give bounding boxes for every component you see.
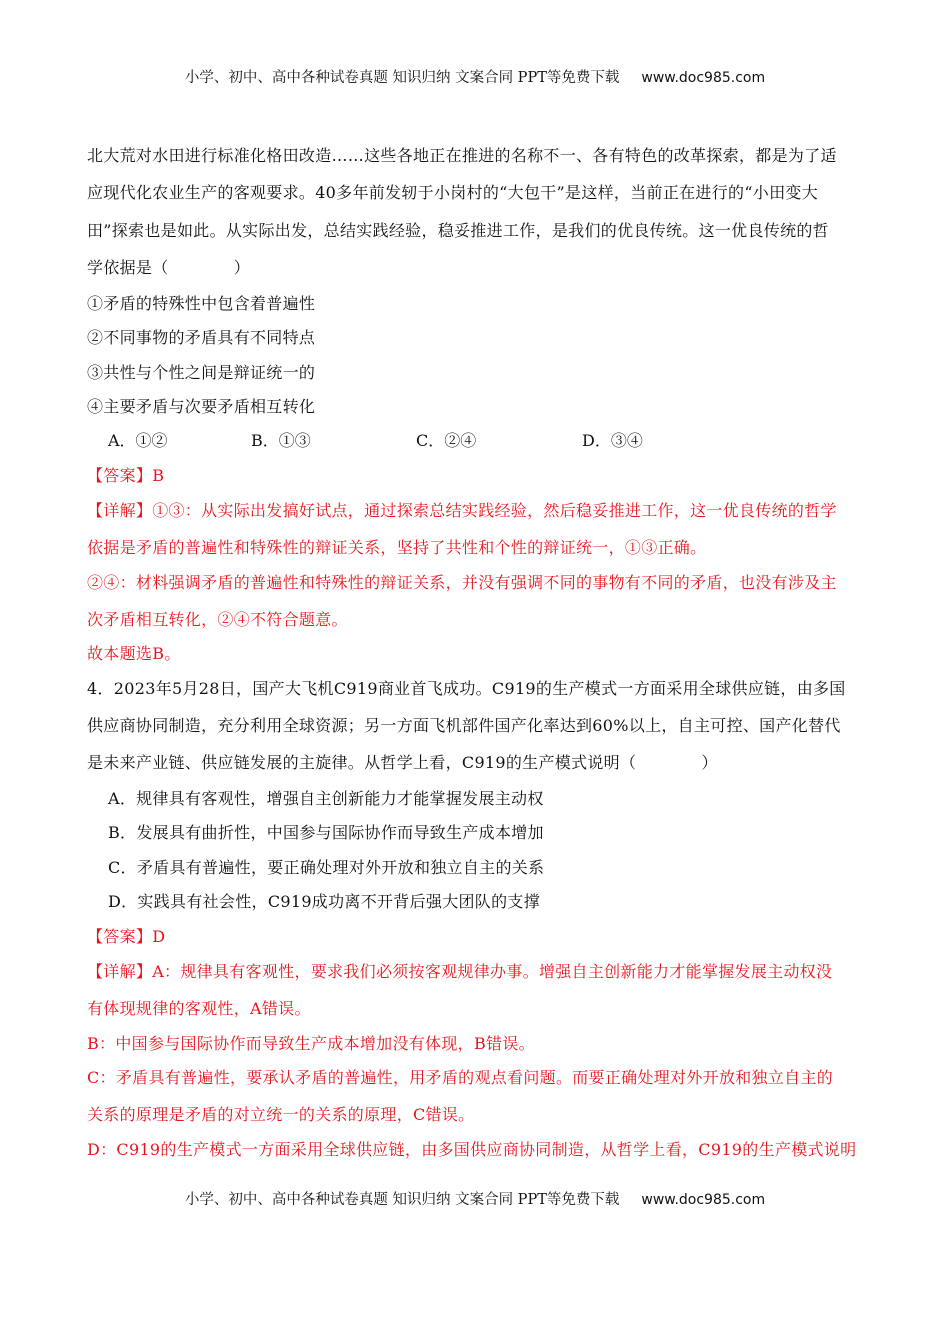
q4-stem: 4．2023年5月28日，国产大飞机C919商业首飞成功。C919的生产模式一方面采用全球供应链，由多国 <box>87 679 846 698</box>
q4-detail: 有体现规律的客观性，A错误。 <box>87 999 311 1018</box>
q4-option-d: D．实践具有社会性，C919成功离不开背后强大团队的支撑 <box>108 892 541 911</box>
q4-option-c: C．矛盾具有普遍性，要正确处理对外开放和独立自主的关系 <box>108 858 545 877</box>
q4-detail: B：中国参与国际协作而导致生产成本增加没有体现，B错误。 <box>87 1034 535 1053</box>
q4-detail: D：C919的生产模式一方面采用全球供应链，由多国供应商协同制造，从哲学上看，C919的生产模式说明 <box>87 1140 857 1159</box>
q4-answer: 【答案】D <box>87 927 166 946</box>
header-url: www.doc985.com <box>641 70 766 86</box>
page-header <box>0 68 950 88</box>
footer-text: 小学、初中、高中各种试卷真题 知识归纳 文案合同 PPT等免费下载 <box>184 1192 620 1208</box>
q4-option-a: A．规律具有客观性，增强自主创新能力才能掌握发展主动权 <box>108 789 544 808</box>
footer-url: www.doc985.com <box>641 1192 766 1208</box>
q3-detail: 故本题选B。 <box>87 644 181 663</box>
q4-option-b: B．发展具有曲折性，中国参与国际协作而导致生产成本增加 <box>108 823 544 842</box>
q3-stem: 北大荒对水田进行标准化格田改造……这些各地正在推进的名称不一、各有特色的改革探索，都是为了适 <box>87 146 837 165</box>
page-footer <box>0 1190 950 1210</box>
q4-detail: C：矛盾具有普遍性，要承认矛盾的普遍性，用矛盾的观点看问题。而要正确处理对外开放和独立自主的 <box>87 1068 834 1087</box>
q3-item: ④主要矛盾与次要矛盾相互转化 <box>87 397 316 416</box>
q3-option-b: B．①③ <box>251 431 311 450</box>
q3-option-a: A．①② <box>108 431 168 450</box>
q3-detail: 依据是矛盾的普遍性和特殊性的辩证关系，坚持了共性和个性的辩证统一，①③正确。 <box>87 538 707 557</box>
q4-detail: 【详解】A：规律具有客观性，要求我们必须按客观规律办事。增强自主创新能力才能掌握发展主动权没 <box>87 962 833 981</box>
q4-stem: 是未来产业链、供应链发展的主旋律。从哲学上看，C919的生产模式说明（ ） <box>87 753 718 772</box>
q3-option-d: D．③④ <box>582 431 643 450</box>
q3-answer: 【答案】B <box>87 466 165 485</box>
q4-stem: 供应商协同制造，充分利用全球资源；另一方面飞机部件国产化率达到60%以上，自主可控、国产化替代 <box>87 716 841 735</box>
q4-detail: 关系的原理是矛盾的对立统一的关系的原理，C错误。 <box>87 1105 475 1124</box>
q3-detail: 【详解】①③：从实际出发搞好试点，通过探索总结实践经验，然后稳妥推进工作，这一优良传统的哲学 <box>87 501 837 520</box>
q3-detail: ②④：材料强调矛盾的普遍性和特殊性的辩证关系，并没有强调不同的事物有不同的矛盾，也没有涉及主 <box>87 573 837 592</box>
header-text: 小学、初中、高中各种试卷真题 知识归纳 文案合同 PPT等免费下载 <box>184 70 620 86</box>
q3-stem: 田”探索也是如此。从实际出发，总结实践经验，稳妥推进工作，是我们的优良传统。这一优良传统的哲 <box>87 221 829 240</box>
q3-item: ②不同事物的矛盾具有不同特点 <box>87 328 316 347</box>
q3-option-c: C．②④ <box>416 431 477 450</box>
q3-stem: 学依据是（ ） <box>87 258 251 277</box>
q3-detail: 次矛盾相互转化，②④不符合题意。 <box>87 610 348 629</box>
q3-item: ③共性与个性之间是辩证统一的 <box>87 363 316 382</box>
q3-item: ①矛盾的特殊性中包含着普遍性 <box>87 294 316 313</box>
q3-stem: 应现代化农业生产的客观要求。40多年前发轫于小岗村的“大包干”是这样，当前正在进行的“小田变大 <box>87 183 818 202</box>
